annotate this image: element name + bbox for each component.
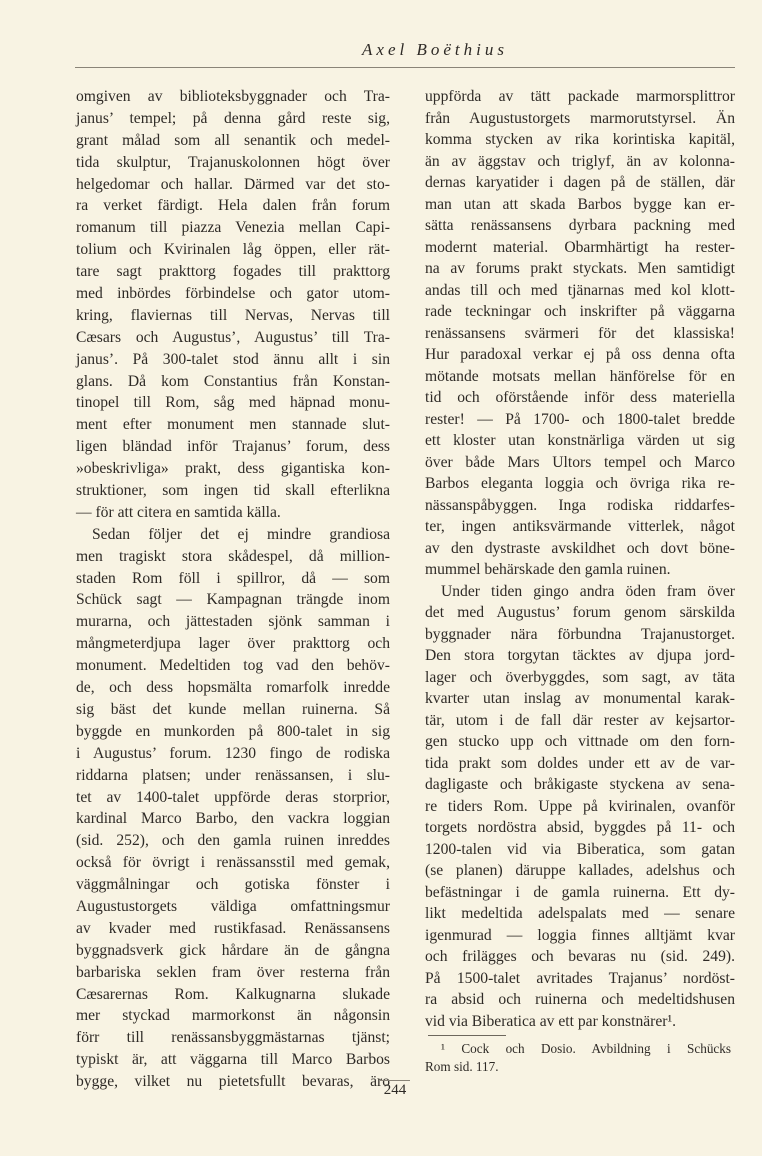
text-line: Schück sagt — Kampagnan trängde inom — [76, 591, 390, 609]
text-line: Augustustorgets väldiga omfattningsmur — [76, 897, 390, 915]
text-line: Hur paradoxal verkar ej på oss denna ofta — [425, 346, 735, 363]
text-line: renässansens svärmeri för det klassiska! — [425, 324, 735, 342]
text-line: av den dystraste avskildhet och dovt böne- — [425, 539, 735, 557]
text-line: tet av 1400-talet uppförde deras storprior, — [76, 788, 390, 806]
text-line: dernas karyatider i dagen på de ställen, där — [425, 174, 735, 191]
text-line: förr till renässansbyggmästarnas tjänst; — [76, 1029, 390, 1047]
text-line: staden Rom föll i spillror, då — som — [76, 569, 390, 587]
text-line: glans. Då kom Constantius från Konstan- — [76, 372, 390, 390]
text-line: rade teckningar och inskrifter på väggarna — [425, 303, 735, 320]
text-line: det med Augustus’ forum genom särskilda — [425, 604, 735, 621]
running-head: Axel Boëthius — [362, 40, 508, 59]
text-line: kvarter utan inslag av monumental karak- — [425, 690, 735, 707]
text-line: barbariska seklen fram över resterna från — [76, 963, 390, 981]
text-line: av kvader med rustikfasad. Renässansens — [76, 919, 390, 937]
text-line: sig bäst det kunde mellan ruinerna. Så — [76, 700, 390, 718]
text-line: ligen bländad inför Trajanus’ forum, dess — [76, 438, 390, 456]
text-line: torgets nordöstra absid, byggdes på 11- och — [425, 819, 735, 836]
text-line: från Augustustorgets marmorutstyrsel. Än — [425, 109, 735, 127]
text-line: med inbördes förbindelse och gator utom- — [76, 285, 390, 303]
text-line: byggnader nära förbundna Trajanustorget. — [425, 625, 735, 643]
text-line: också för övrigt i renässansstil med gemak, — [76, 854, 390, 872]
page-number: 244 — [383, 1082, 407, 1098]
text-line: sätta renässansens dyrbara packning med — [425, 217, 735, 234]
text-line: och frilägges och bevaras nu (sid. 249). — [425, 948, 735, 965]
text-line: monument. Medeltiden tog vad den behöv- — [76, 657, 390, 675]
text-line: man utan att skada Barbos bygge kan er- — [425, 195, 735, 213]
text-line: romanum till piazza Venezia mellan Capi- — [76, 219, 390, 237]
text-line: mötande motsats mellan hänförelse för en — [425, 367, 735, 385]
text-line: bygge, vilket nu pietetsfullt bevaras, äro — [76, 1073, 390, 1091]
text-line: men tragiskt stora skådespel, då million- — [76, 547, 390, 565]
text-line: janus’ tempel; på denna gård reste sig, — [76, 109, 390, 127]
left-column — [76, 86, 390, 1093]
text-line: igenmurad — loggia finnes alltjämt kvar — [425, 926, 735, 944]
header-rule — [75, 67, 735, 68]
text-line: tär, utom i de fall där rester av kejsartor- — [425, 711, 735, 729]
page-number-rule — [380, 1080, 410, 1081]
text-line: rester! — På 1700- och 1800-talet bredde — [425, 410, 735, 428]
text-line: janus’. På 300-talet stod ännu allt i sin — [76, 350, 390, 368]
text-line: tida skulptur, Trajanuskolonnen högt över — [76, 153, 390, 171]
text-line: helgedomar och hallar. Därmed var det sto- — [76, 175, 390, 193]
text-line: byggde en munkorden på 800-talet in sig — [76, 722, 390, 740]
text-line: väggmålningar och gotiska fönster i — [76, 876, 390, 894]
text-line: typiskt är, att väggarna till Marco Barbos — [76, 1051, 390, 1069]
text-line: Under tiden gingo andra öden fram över — [441, 582, 735, 600]
text-line: grant målad som all senantik och medel- — [76, 131, 390, 149]
text-line: Sedan följer det ej mindre grandiosa — [92, 525, 390, 543]
text-line: murarna, och jättestaden sjönk samman i — [76, 613, 390, 631]
text-line: (se planen) däruppe kallades, adelshus och — [425, 862, 735, 879]
text-line: mer styckad marmorkonst än någonsin — [76, 1007, 390, 1025]
text-line: gen stucko upp och vittnade om den forn- — [425, 733, 735, 750]
right-column — [425, 86, 735, 1032]
text-line: På 1500-talet avritades Trajanus’ nordöst- — [425, 969, 735, 987]
text-line: än av äggstav och triglyf, än av kolonna- — [425, 152, 735, 170]
text-line: ra verket färdigt. Hela dalen från forum — [76, 197, 390, 215]
text-line: ¹ Cock och Dosio. Avbildning i Schücks — [441, 1041, 731, 1056]
text-line: över både Mars Ultors tempel och Marco — [425, 453, 735, 471]
text-line: mummel behärskade den gamla ruinen. — [425, 561, 671, 578]
text-line: na av forums prakt styckats. Men samtidigt — [425, 260, 735, 277]
text-line: dagligaste och bråkigaste styckena av sena- — [425, 776, 735, 793]
text-line: lager och överbyggdes, som sagt, av täta — [425, 668, 735, 686]
text-line: 1200-talen vid via Biberatica, som gatan — [425, 840, 735, 858]
text-line: Rom sid. 117. — [425, 1059, 499, 1074]
text-line: kardinal Marco Barbo, den vackra loggian — [76, 810, 390, 828]
text-line: andas till och med tjänarnas med kol klott- — [425, 281, 735, 299]
text-line: Barbos eleganta loggia och övriga rika re- — [425, 475, 735, 492]
text-line: riddarna platsen; under renässansen, i slu- — [76, 766, 390, 784]
text-line: re tiders Rom. Uppe på kvirinalen, ovanför — [425, 797, 735, 815]
text-line: komma stycken av rika korintiska kapitäl, — [425, 131, 735, 148]
text-line: — för att citera en samtida källa. — [76, 503, 281, 521]
text-line: modernt material. Obarmhärtigt ha rester- — [425, 238, 735, 256]
text-line: ett kloster utan konstnärliga värden ut sig — [425, 432, 735, 449]
text-line: ter, ingen antiksvärmande vitterlek, något — [425, 518, 735, 535]
text-line: ment efter monument men stannade slut- — [76, 416, 390, 434]
text-line: befästningar i de gamla ruinerna. Ett dy- — [425, 883, 735, 901]
text-line: likt medeltida adelspalats med — senare — [425, 905, 735, 922]
text-line: struktioner, som ingen tid skall efterlikna — [76, 482, 390, 500]
text-line: omgiven av biblioteksbyggnader och Tra- — [76, 88, 390, 105]
text-line: tid och oförstående inför dess materiella — [425, 389, 735, 406]
text-line: byggnadsverk gick hårdare än de gångna — [76, 941, 390, 959]
text-line: ra absid och ruinerna och medeltidshusen — [425, 991, 735, 1008]
footnote — [425, 1040, 731, 1076]
text-line: tida prakt som doldes under ett av de var- — [425, 754, 735, 772]
footnote-rule — [428, 1035, 506, 1036]
text-line: nässanspåbyggen. Inga rodiska riddarfes- — [425, 496, 735, 514]
text-line: uppförda av tätt packade marmorsplittror — [425, 88, 735, 105]
text-line: mångmeterdjupa lager över prakttorg och — [76, 635, 390, 653]
text-line: vid via Biberatica av ett par konstnärer¹. — [425, 1012, 677, 1030]
text-line: (sid. 252), och den gamla ruinen inreddes — [76, 832, 390, 850]
text-line: tolium och Kvirinalen låg öppen, eller rät- — [76, 241, 390, 259]
text-line: de, och dess hopsmälta romarfolk inredde — [76, 679, 390, 697]
text-line: tinopel till Rom, såg med häpnad monu- — [76, 394, 390, 412]
text-line: Den stora torgytan täcktes av djupa jord- — [425, 647, 735, 664]
text-line: Cæsarernas Rom. Kalkugnarna slukade — [76, 985, 390, 1003]
text-line: kring, flaviernas till Nervas, Nervas till — [76, 306, 390, 324]
text-line: »obeskrivliga» prakt, dess gigantiska kon- — [76, 460, 390, 478]
text-line: tare sagt prakttorg fogades till prakttorg — [76, 263, 390, 281]
text-line: i Augustus’ forum. 1230 fingo de rodiska — [76, 744, 390, 762]
text-line: Cæsars och Augustus’, Augustus’ till Tra- — [76, 328, 390, 346]
